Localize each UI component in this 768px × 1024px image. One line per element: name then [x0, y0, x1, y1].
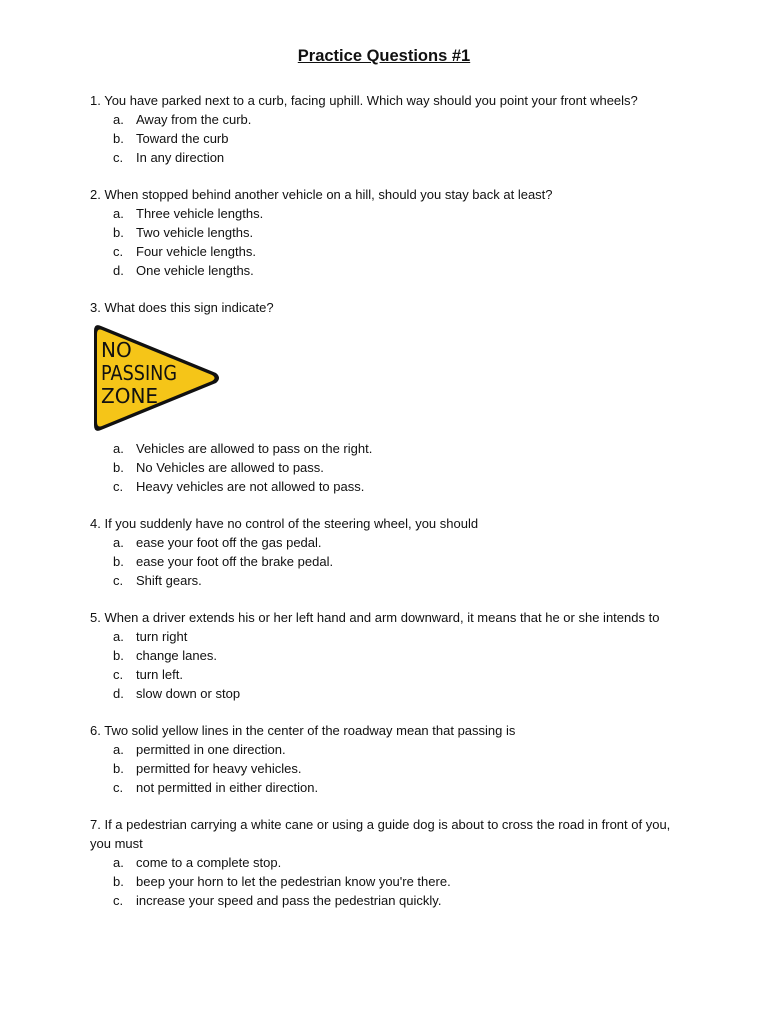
options-list	[90, 627, 690, 703]
option-c: c. In any direction	[113, 150, 225, 165]
option-b: b. No Vehicles are allowed to pass.	[113, 460, 324, 475]
options-list	[90, 204, 690, 280]
options-list	[90, 533, 690, 590]
option-c: c. Heavy vehicles are not allowed to pass.	[113, 479, 365, 494]
question-1	[90, 91, 690, 167]
option-d: d. slow down or stop	[113, 686, 241, 701]
option-a: a. Vehicles are allowed to pass on the right.	[113, 441, 373, 456]
sign-text-line-1: NO	[101, 338, 132, 362]
option-a: a. Three vehicle lengths.	[113, 206, 264, 221]
option-b: b. permitted for heavy vehicles.	[113, 761, 302, 776]
options-list	[90, 740, 690, 797]
question-text: 3. What does this sign indicate?	[90, 300, 274, 315]
question-text: 5. When a driver extends his or her left hand and arm downward, it means that he or she intends to	[90, 610, 660, 625]
question-list	[90, 91, 690, 928]
option-c: c. Four vehicle lengths.	[113, 244, 256, 259]
question-text: 4. If you suddenly have no control of the steering wheel, you should	[90, 516, 479, 531]
question-7	[90, 815, 690, 910]
question-text: 6. Two solid yellow lines in the center of the roadway mean that passing is	[90, 723, 516, 738]
options-list	[90, 439, 690, 496]
page-title: Practice Questions #1	[297, 47, 471, 65]
no-passing-zone-sign	[92, 323, 222, 433]
option-b: b. beep your horn to let the pedestrian know you're there.	[113, 874, 451, 889]
option-a: a. turn right	[113, 629, 188, 644]
question-4	[90, 514, 690, 590]
question-text: 2. When stopped behind another vehicle on a hill, should you stay back at least?	[90, 187, 553, 202]
sign-text-line-2: PASSING	[101, 361, 177, 385]
options-list	[90, 853, 690, 910]
option-c: c. increase your speed and pass the pedestrian quickly.	[113, 893, 442, 908]
option-a: a. come to a complete stop.	[113, 855, 282, 870]
options-list	[90, 110, 690, 167]
option-c: c. turn left.	[113, 667, 183, 682]
option-b: b. Toward the curb	[113, 131, 229, 146]
option-b: b. Two vehicle lengths.	[113, 225, 254, 240]
option-a: a. ease your foot off the gas pedal.	[113, 535, 322, 550]
option-d: d. One vehicle lengths.	[113, 263, 254, 278]
option-c: c. not permitted in either direction.	[113, 780, 319, 795]
question-6	[90, 721, 690, 797]
question-text: 1. You have parked next to a curb, facing uphill. Which way should you point your front wheels?	[90, 93, 638, 108]
option-a: a. Away from the curb.	[113, 112, 252, 127]
question-2	[90, 185, 690, 280]
option-a: a. permitted in one direction.	[113, 742, 286, 757]
question-5	[90, 608, 690, 703]
option-b: b. ease your foot off the brake pedal.	[113, 554, 334, 569]
question-text: 7. If a pedestrian carrying a white cane or using a guide dog is about to cross the road in front of you, you must	[90, 817, 671, 851]
sign-text-line-3: ZONE	[101, 384, 159, 408]
no-passing-zone-sign-icon	[92, 323, 222, 433]
question-3	[90, 298, 690, 496]
option-b: b. change lanes.	[113, 648, 217, 663]
option-c: c. Shift gears.	[113, 573, 202, 588]
